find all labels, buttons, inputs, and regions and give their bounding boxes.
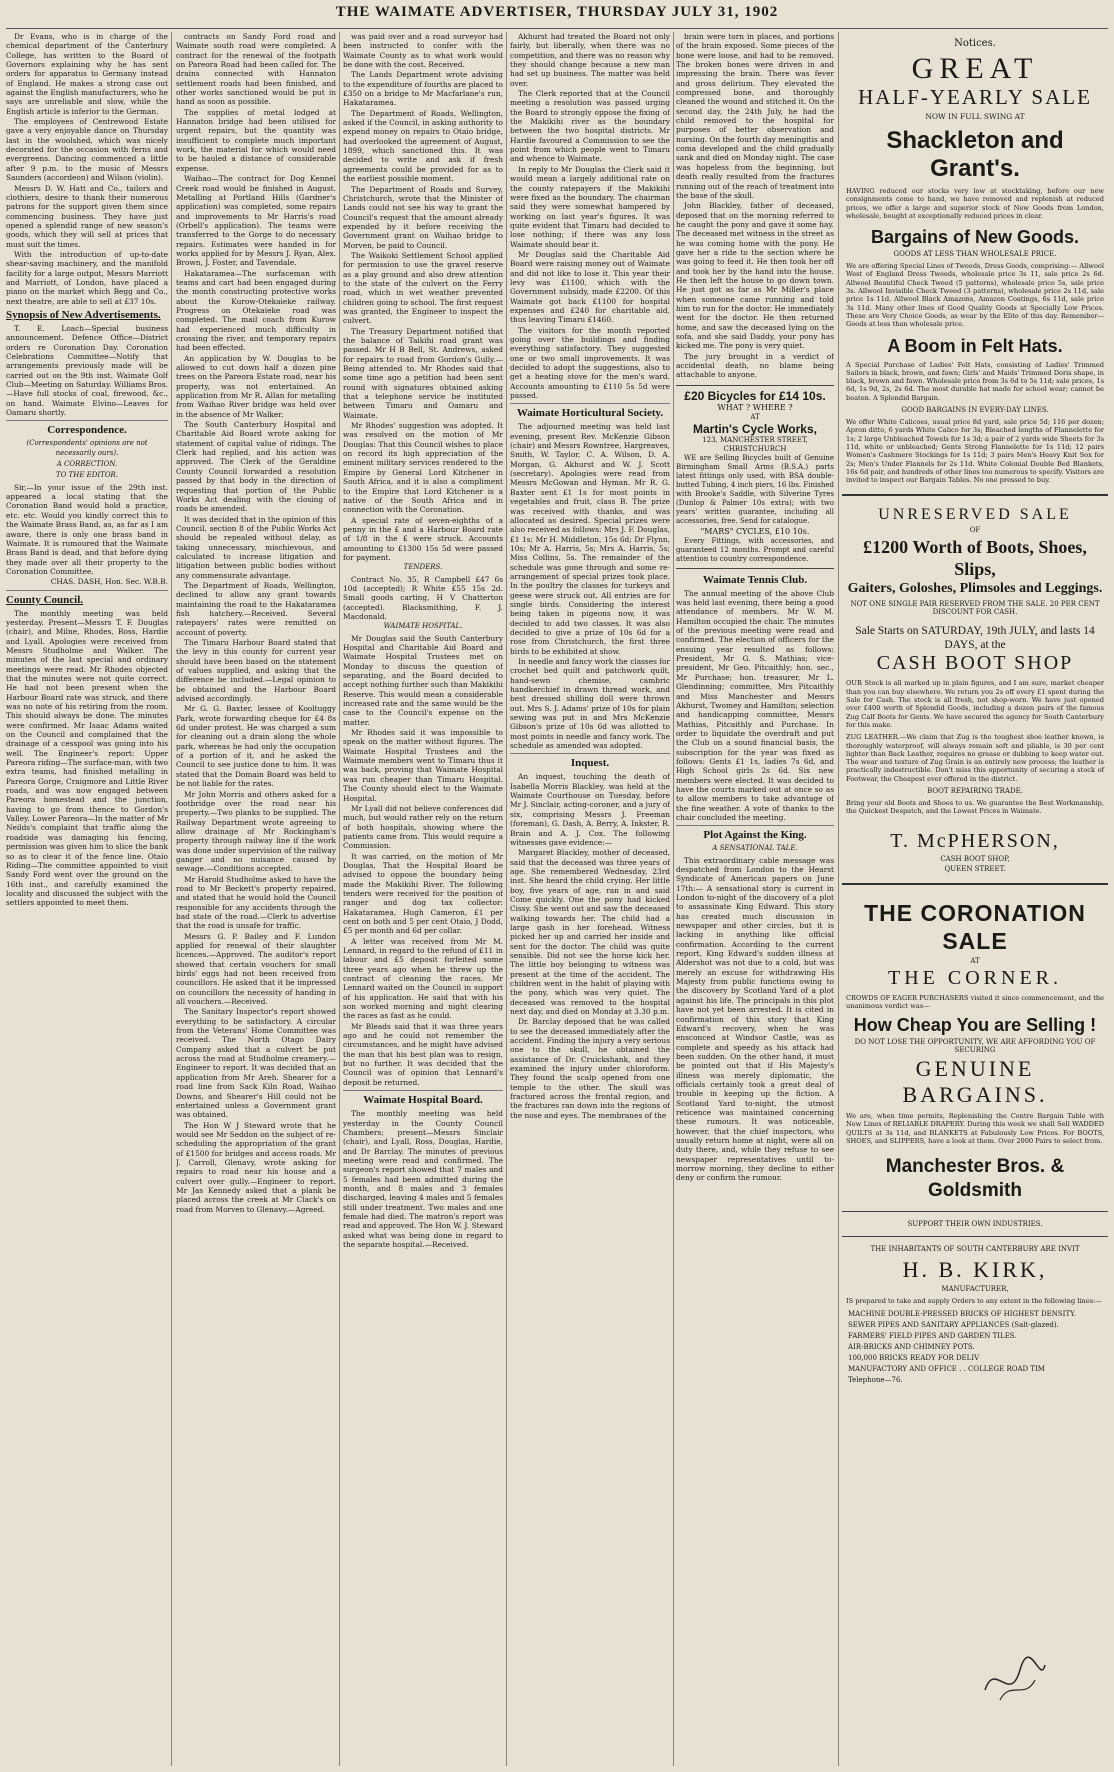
article-paragraph: It was decided that in the opinion of this Council, section 8 of the Public Works Act should be repealed without delay, as taking unnecessary, mischievous, and calculated to increase litigation and litigation between public bodies without any commensurate advantage. xyxy=(176,514,336,580)
article-paragraph: A letter was received from Mr M. Lennard, in regard to the refund of £11 in labour and £5 deposit forfeited some three years ago when he threw up the contract of cleaning the races. Mr Lennard waited on the Council in support of his application. He said that with his son worked morning and night clearing the races as fast as he could. xyxy=(343,936,503,1021)
top-rule xyxy=(6,28,1108,29)
article-paragraph: The Hon W J Steward wrote that he would see Mr Seddon on the subject of re-scheduling the appropriation of the grant of £1500 for bridges and access roads. Mr J. Carroll, Glenavy, wrote asking for repairs to road near his house and a culvert over gully.—Engineer to report. Mr Jas Kennedy asked that a plank be placed across the creek at Mr Clack's on road from Morven to Glenavy.—Agreed. xyxy=(176,1120,336,1214)
ad-product-line: 100,000 BRICKS READY FOR DELIV xyxy=(848,1353,980,1362)
article-paragraph: It was carried, on the motion of Mr Douglas, That the Hospital Board be advised to oppose the boundary being made the Makikihi River. The following tenders were received for the position of ranger and dog tax collector: Hakataramea, Hugh Cameron, £1 per cent on both and 5 per cent Otaio, J Dodd, £5 per month and 6d per collar. xyxy=(343,851,503,936)
ad-half-yearly-sale: HALF-YEARLY SALE xyxy=(858,85,1092,109)
ad-caption: GOODS AT LESS THAN WHOLESALE PRICE. xyxy=(893,250,1057,259)
ad-body: HAVING reduced our stocks very low at stocktaking, before our new consignments come to hand, we have removed and replenish at reduced prices, we offer a large and superior stock of New Goods from London, wholesale, bought at exceptionally reduced prices in clear. xyxy=(846,187,1104,220)
column-2 xyxy=(176,32,336,1766)
section-heading-synopsis: Synopsis of New Advertisements. xyxy=(6,308,161,321)
article-paragraph: Margaret Blackley, mother of deceased, said that the deceased was three years of age. She remembered Wednesday, 23rd inst. She heard the child crying. Her little boy, five years of age, ran in and said Come quickly. One the pony had kicked Cissy. She went out and saw the deceased walking towards her. The child had a large gash in her forehead. Witness picked her up and carried her inside and sent for the doctor. The child was quite sensible. Did not see the horse kick her. The little boy belonging to witness was present at the time of the accident. The children went in the habit of playing with the pony, which was very quiet. The deceased was removed to the hospital next day, and died on Monday at 3.30 p.m. xyxy=(510,848,670,1017)
article-paragraph: The Department of Roads, Wellington, asked if the Council, in asking authority to expend money on repairs to Otaio bridge, had overlooked the agreement of August, 1899, which sanctioned this. It was decided to write and ask if fresh agreements could be provided for as to the earliest possible moment. xyxy=(343,108,503,184)
correspondence-note: (Correspondents' opinions are not necessarily ours). xyxy=(26,439,148,457)
subheading: A SENSATIONAL TALE. xyxy=(712,844,798,853)
advertisement-column xyxy=(842,32,1108,1766)
ad-body: We are offering Special Lines of Tweeds, Dress Goods, comprising:— Allwool West of England Dress Tweeds, wholesale price 3s 11, sale price 2s 6d. Allwool Beautiful Check Tweed (5 patterns), wholesale price 5s, sale price 3s. Allwool Invisible Check Tweed (3 patterns), wholesale price 2s 11d, sale price 1s 11d. Allwool Black Amazons, Amazon Coatings, 6s 11d, sale price 3s 11d. Many other lines of Good Quality Goods at Specially Low Prices. These are Very Choice Goods, as wear by the Elite of this day. Remember—Goods at less than wholesale price. xyxy=(846,262,1104,329)
ad-address: 123, MANCHESTER STREET, CHRISTCHURCH xyxy=(702,435,808,453)
article-paragraph: Dr. Barclay deposed that he was called to see the deceased immediately after the accident. Finding the injury a very serious one to the skull, he obtained the assistance of Dr. Cruickshank, and they examined the injury under chloroform. They found the scalp opened from one temple to the other. The skull was fractured across the frontal region, and the fractures ran down into the regions of the nose and eyes. The membranes of the xyxy=(510,1017,670,1120)
article-paragraph: Mr Bleads said that it was three years ago and he could not remember the circumstances, and he might have advised the man that his best plan was to resign, but no further. It was decided that the Council was of opinion that Lennard's deposit be returned. xyxy=(343,1021,503,1087)
article-paragraph: The employees of Centrewood Estate gave a very enjoyable dance on Thursday last in the woolshed, which was nicely decorated for the occasion with ferns and evergreens. Dancing commenced a little after 9 p.m. to the music of Messrs Saunders (accordeon) and Wilson (violin). xyxy=(6,117,168,183)
article-paragraph: The Waikoki Settlement School applied for permission to use the gravel reserve as a play ground and also drew attention to the state of the culvert on the Ferry road, which in wet weather prevented children going to school. The first request was granted, the Engineer to inspect the culvert. xyxy=(343,250,503,326)
ad-factory-address: MANUFACTORY AND OFFICE . . COLLEGE ROAD TIM xyxy=(848,1364,1045,1373)
ad-product-line: SEWER PIPES AND SANITARY APPLIANCES (Salt-glazed). xyxy=(848,1320,1059,1329)
section-heading-inquest: Inquest. xyxy=(570,757,610,770)
letter-title: A CORRECTION. xyxy=(56,460,118,469)
ad-caption: MANUFACTURER, xyxy=(941,1285,1009,1294)
letter-salutation: TO THE EDITOR. xyxy=(55,471,119,480)
ad-caption: DO NOT LOSE THE OPPORTUNITY, WE ARE AFFORDING YOU OF SECURING xyxy=(854,1038,1096,1055)
article-paragraph: brain were torn in places, and portions of the brain exposed. Some pieces of the bone were loose, and had to be removed. The broken bones were driven in and impressing the brain. There was fever and gross delirium. They elevated the compressed bone, and thoroughly cleaned the wound and stitched it. On the second day, the 24th July, he had the child removed to the hospital for purposes of better observation and nursing. On the fourth day meningitis and coma developed and the child gradually sank and died on Monday night. The case was hopeless from the beginning, but death really resulted from the fractures running out of the reach of treatment into the base of the skull. xyxy=(676,32,834,200)
article-paragraph: Mr Rhodes said it was impossible to speak on the matter without figures. The Waimate Hospital Trustees and the Waimate members went to Timaru thus it was back, proving that Waimate Hospital was run cheaper than Timaru Hospital. The County should elect to the Waimate Hospital. xyxy=(343,728,503,803)
column-divider xyxy=(171,32,172,1766)
article-paragraph: Contract No. 35, R Campbell £47 6s 10d (accepted); R White £55 15s 2d. Small goods carting, H V Chatterton (accepted). Blacksmithing, F. J. Macdonald. xyxy=(343,574,503,621)
article-paragraph: Akhurst had treated the Board not only fairly, but liberally, when there was no competition, and there was no reason why they should change because a new man had set up business. The matter was held over. xyxy=(510,32,670,88)
divider xyxy=(6,420,168,421)
article-paragraph: The Lands Department wrote advising to the expenditure of fourths are placed to £350 on a bridge to Mr Macfarlane's run, Hakataramea. xyxy=(343,70,503,108)
article-paragraph: In reply to Mr Douglas the Clerk said it would mean a largely additional rate on the county ratepayers if the Makikihi were fixed as the boundary. The chairman said they were somewhat hampered by working on last year's figures. It was quite evident that Timaru had decided to lose nothing; if there was any loss Waimate should bear it. xyxy=(510,164,670,249)
ad-coronation-sale: THE CORONATION SALE xyxy=(864,899,1086,954)
article-paragraph: The supplies of metal lodged at Hannaton bridge had been utilised for urgent repairs, but the quantity was insufficient to complete much important work, the material for which would need to be hauled a distance of considerable expense. xyxy=(176,107,336,173)
article-paragraph: The visitors for the month reported going over the buildings and finding everything satisfactory. They suggested one or two small improvements. It was decided to adopt the suggestions, also to get a heating stove for the men's ward. Accounts amounting to £110 5s 5d were passed. xyxy=(510,325,670,401)
ad-product-line: MACHINE DOUBLE-PRESSED BRICKS OF HIGHEST DENSITY. xyxy=(848,1309,1077,1318)
article-paragraph: The monthly meeting was held yesterday. Present—Messrs T. F. Douglas (chair), and Milne, Rhodes, Ross, Hardie and Lyall. Apologies were received from Messrs Studholme and Walker. The minutes of the last special and ordinary meetings were read. Mr Rhodes objected that the minutes were not quite correct. He had not been present when the Harbour Board rate was struck, and there was no note of his retiring from the room. This should always be done. The minutes were confirmed. Mr Isaac Adams waited on the Council and complained that the drainage of a cesspool was going into his well. The Engineer's report: Upper Pareora riding—The surface-man, with two extra teams, had finished metalling in Pareora Gorge, Craigmore and Little River roads, and was now engaged between Pareora homestead and the junction, having to go from thence to Gordon's Valley. Lower Pareora—In the matter of Mr Neilds's complaint that traffic along the roadside was damaging his fencing, permission was given him to slice the bank so as to clear it of the fence line. Otaio Riding—The committee appointed to visit Sandy Ford went over the ground on the 16th inst., and carefully examined the locality and discussed the subject with the settlers appointed to meet them. xyxy=(6,608,168,908)
masthead: THE WAIMATE ADVERTISER, THURSDAY JULY 31, 1902 xyxy=(335,4,779,20)
ad-cash-boot-shop: CASH BOOT SHOP xyxy=(876,652,1074,675)
ad-unreserved-sale: UNRESERVED SALE xyxy=(878,506,1072,524)
letter-body: Sir,—In your issue of the 29th inst. appeared a local stating that the Coronation Band would hold a practice, etc. etc. Would you kindly correct this to the Waimate Brass Band, as, as far as I am aware, there is only one brass band in Waimate. It is rumoured that the Waimate Brass Band is dead, and that before dying they made over all their property to the Coronation Committee. xyxy=(6,482,168,576)
synopsis-text: T. E. Loach—Special business announcement. Defence Office—District orders re Coronation Day. Coronation Celebrations Committee—Notify that arrangements previously made will be carried out on the 9th inst. Waimate Golf Club—Meeting on Saturday. Williams Bros.—Have full stocks of coal, firewood, &c., on hand. Waimate Elvino—Leaves for Oamaru shortly. xyxy=(6,323,168,418)
article-paragraph: Mr Douglas said the South Canterbury Hospital and Charitable Aid Board and Waimate Hospital Trustees met on Monday to discuss the question of separating, and the Board decided to accept nothing further such than Makikihi Reserve. This would mean a considerable increased rate and the same would be the case to the Council's expense on the matter. xyxy=(343,633,503,727)
ad-body: We offer White Calicoes, usual price 8d yard, sale price 5d; 116 per dozen; Apron ditto, 6 yards White Calico for 3s; Bleached lengths of Flannelette for 1s; 2 large Unbleached Towels for 1s 3d; a pair of 2 yards wide Sheets for 3s 11d, white or unbleached; Gents Strong Flannelette for 1s 11d; 12 pairs Women's Cashmere Stockings for 1s 11d; 3 pairs Men's Heavy Knit Sox for 2s; Men's Under Flannels for 2s 11d. White Colonial Double Bed Blankets, 16s 6d pair, and hundreds of other lines too numerous to specify. Visitors are invited to inspect our Bargain Tables. No one pressed to buy. xyxy=(846,418,1105,485)
column-divider xyxy=(673,32,674,1766)
ad-body: Every Fittings, with accessories, and guaranteed 12 months. Prompt and careful attention to country correspondence. xyxy=(676,536,834,563)
ad-product-line: AIR-BRICKS AND CHIMNEY POTS. xyxy=(848,1342,975,1351)
bicycle-advertisement xyxy=(676,385,834,569)
letter-signature: CHAS. DASH, Hon. Sec. W.B.B. xyxy=(50,577,168,587)
article-paragraph: The Sanitary Inspector's report showed everything to be satisfactory. A circular from the Veterans' Home Committee was received. The North Otago Dairy Company asked that a culvert be put across the road at Studholme creamery.—Engineer to report. It was decided that an application from Mr Areh. Shearer for a road line from Sack Kiln Road, Waihao Downs, and Shearer's Hill could not be entertained unless a Government grant was obtained. xyxy=(176,1007,336,1120)
article-paragraph: contracts on Sandy Ford road and Waimate south road were completed. A contract for the renewal of the footpath on Pareora Road had been called for. The drains connected with Hannaton settlement roads had been finished, and other works sanctioned would be put in hand as soon as possible. xyxy=(176,32,336,107)
ad-caption: GOOD BARGAINS IN EVERY-DAY LINES. xyxy=(901,406,1049,415)
article-paragraph: This extraordinary cable message was despatched from London to the Hearst Syndicate of American papers on June 17th:— A sensational story is current in London to-night of the discovery of a plot to assassinate King Edward. This story has created much discussion in newspaper and other circles, but it is lacking in anything like official confirmation. According to the current report, King Edward's sudden illness at Aldershot was not due to a cold, but was merely an excuse for withdrawing His Majesty from public functions owing to the discovery by Scotland Yard of a plot against his life. The principals in this plot have not yet been arrested. It is cited in confirmation of this story that King Edward's recovery, when he was ensconced at Windsor Castle, was as complete and speedy as his attack had been sudden. On the other hand, it must be pointed out that if His Majesty's illness was merely diplomatic, the officials certainly took a great deal of trouble in keeping up the fiction. A Scotland Yard to-night, the utmost reticence was maintained concerning these rumours. It was noticeable, however, that the chief inspectors, who usually return home at night, were all on duty there, and, while they refuse to see newspaper representatives until to-morrow morning, they decline to either deny or confirm the rumour. xyxy=(676,855,834,1183)
ad-separator xyxy=(842,883,1108,885)
ad-body: Bring your old Boots and Shoes to us. We guarantee the Best Workmanship, the Quickest Despatch, and the Lowest Prices in Waimate. xyxy=(846,798,1104,816)
section-heading-tennis: Waimate Tennis Club. xyxy=(702,573,808,586)
article-paragraph: Messrs G. P. Bailey and F. Lundon applied for renewal of their slaughter licences.—Approved. The auditor's report showed that certain vouchers for small birds' eggs had not been received from councillors. He asked that it be impressed on councillors the necessity of handing in all vouchers.—Received. xyxy=(176,931,336,1007)
ad-question: WHAT ? WHERE ? xyxy=(717,402,793,412)
article-paragraph: John Blackley, father of deceased, deposed that on the morning referred to he caught the pony and gave it some hay. The deceased met witness in the street as he was coming home with the pony. He gave her a ride to the section where he was going to feed it. He then took her off and took her by the hand into the house. He then left the house to go down town. He just got as far as Mr Miller's place when someone came running and told him to run for the doctor. He immediately went for the doctor. He then returned home, and saw the deceased lying on the sofa, and she said Daddy, your pony has kicked me. The pony is very quiet. xyxy=(676,201,834,351)
article-paragraph: Mr John Morris and others asked for a footbridge over the road near his property.—Two planks to be supplied. The Railway Department wrote agreeing to allow drainage of Mr Rockingham's property through railway line if the work was done under supervision of the railway ganger and no nuisance caused by sewage.—Conditions accepted. xyxy=(176,789,336,874)
ad-body: CROWDS OF EAGER PURCHASERS visited it since commencement, and the unanimous verdict was— xyxy=(846,993,1104,1010)
article-paragraph: Mr Rhodes' suggestion was adopted. It was resolved on the motion of Mr Douglas: That this Council wishes to place on record its high appreciation of the eminent military services rendered to the Empire by General Lord Kitchener in South Africa, and it is also a compliment to the Empire that Lord Kitchener is a native of the South Africa and in connection with the Coronation. xyxy=(343,421,503,515)
article-paragraph: The Treasury Department notified that the balance of Taikihi road grant was passed. Mr H B Bell, St. Andrews, asked for repairs to road from Gordon's Gully.—Being attended to. Mr Rhodes said that some time ago a petition had been sent round with signatures obtained asking that a telephone service be instituted between Timaru and Oamaru and Waimate. xyxy=(343,326,503,420)
column-1 xyxy=(6,32,168,1766)
ad-business-name: Martin's Cycle Works, xyxy=(692,421,817,436)
ad-great: GREAT xyxy=(911,52,1039,85)
ad-subheadline: "MARS" CYCLES, £10 10s. xyxy=(700,526,810,536)
article-paragraph: Dr Evans, who is in charge of the chemical department of the Canterbury College, has written to the Board of Governors explaining why he has sent orders for apparatus to Germany instead of England. He makes a strong case out against the English manufacturers, who he says are unreliable and slow, while the English article is inferior to the German. xyxy=(6,32,168,116)
column-3 xyxy=(343,32,503,1766)
ad-body: OUR Stock is all marked up in plain figures, and I am sure, market cheaper than you can buy elsewhere. We return you 2s off every £1 spent during the Sale for Cash. The stock is all fresh, not shop-worn. We have just opened over £400 worth of Splendid Goods, including a dozen pairs of the famous Zug Calf Boots for Gents. We have secured the agency for South Canterbury for this make. xyxy=(846,679,1104,729)
article-paragraph: An inquest, touching the death of Isabella Morris Blackley, was held at the Waimate Courthouse on Tuesday, before Mr J. Sinclair, acting-coroner, and a jury of six, comprising Messrs J. Freeman (foreman), G. Dash, A. Berry, A. Inkster, R. Brain and A. J. Cox. The following witnesses gave evidence:— xyxy=(510,772,670,847)
ad-product-line: FARMERS' FIELD PIPES AND GARDEN TILES. xyxy=(848,1331,1017,1340)
ad-caption: BOOT REPAIRING TRADE. xyxy=(927,786,1023,795)
article-paragraph: The Timaru Harbour Board stated that the levy in this county for current year should have been based on the statement of values supplied, and asking that the difference be included.—Legal opinion to be obtained and the Harbour Board advised accordingly. xyxy=(176,638,336,704)
article-paragraph: With the introduction of up-to-date shear-saving machinery, and the manifold facility for a large output, Messrs Marriott and Marriott, of London, have placed a piano on the market which Begg and Co., next theatre, are able to sell at £37 10s. xyxy=(6,249,168,306)
article-paragraph: Mr Harold Studholme asked to have the road to Mr Beckett's property repaired, and stated that he would hold the Council responsible for any accidents through the bad state of the road.—Clerk to advertise that the road is unsafe for traffic. xyxy=(176,874,336,931)
ad-body: We are, when time permits, Replenishing the Centre Bargain Table with New Lines of RELIABLE DRAPERY. During this week we shall Sell WADDED QUILTS at 3s 11d, and BLANKETS at Fabulously Low Prices. For BOOTS, SHOES, and SLIPPERS, have a look at them. Over 2000 Pairs to select from. xyxy=(846,1112,1104,1146)
article-paragraph: The jury brought in a verdict of accidental death, no blame being attachable to anyone. xyxy=(676,351,834,380)
divider xyxy=(510,403,670,404)
section-heading-county-council: County Council. xyxy=(6,593,84,606)
article-paragraph: Waihao—The contract for Dog Kennel Creek road would be finished in August. Metalling at Portland Hills (Gardner's application) was completed, some repairs and improvements to Mr Harris's road (Orbell's application). The teams were transferred to the Gorge to do necessary repairs. Estimates were handed in for works applied for by Messrs J. Ryan, Alex. Brown, J. Foster, and Tavendale. xyxy=(176,174,336,268)
divider xyxy=(676,825,834,826)
subheading-tenders: TENDERS. xyxy=(403,563,443,572)
article-paragraph: In needle and fancy work the classes for crochet bed quilt and patchwork quilt, hand-sewn chemise, cambric handkerchief in drawn thread work, and best dressed shilling doll were thrown out. Mrs S. J. Adams' prize of 10s for plain sewing was put in and Mrs McKenzie Gibson's prize of 10s 6d was allotted to most points in needle and fancy work. The schedule as amended was adopted. xyxy=(510,657,670,751)
ad-body: WE are Selling Bicycles built of Genuine Birmingham Small Arms (B.S.A.) parts latest fittings only used, with BSA double-butted Tubing, 4 inch piers, 16 lbs. Finished with Brooke's Saddle, with Silverine Tyres (Dunlop & Palmer 10s extra); with two years' written guarantee, including all accessories, free. Send for catalogue. xyxy=(676,453,834,525)
ad-separator xyxy=(842,1236,1108,1237)
ad-body: IS prepared to take and supply Orders to any extent in the following lines:— xyxy=(846,1297,1102,1306)
ad-separator xyxy=(842,494,1108,496)
ad-gaiters-line: Gaiters, Goloshes, Plimsoles and Leggings. xyxy=(847,581,1103,597)
column-divider xyxy=(339,32,340,1766)
ad-caption: QUEEN STREET. xyxy=(944,864,1006,873)
ad-bargains-heading: Bargains of New Goods. xyxy=(870,227,1080,248)
divider xyxy=(6,590,168,591)
article-paragraph: A special rate of seven-eighths of a penny in the £ and a Harbour Board rate of 1/8 in the £ were struck. Accounts amounting to £1300 15s 5d were passed for payment. xyxy=(343,515,503,562)
ad-shackleton-grant: Shackleton and Grant's. xyxy=(886,127,1064,182)
divider xyxy=(343,1090,503,1091)
ad-manchester-bros: Manchester Bros. & Goldsmith xyxy=(885,1156,1065,1202)
ad-caption: NOT ONE SINGLE PAIR RESERVED FROM THE SALE. 20 PER CENT DISCOUNT FOR CASH. xyxy=(850,600,1100,617)
ad-headline: £20 Bicycles for £14 10s. xyxy=(684,388,826,403)
ad-of: OF xyxy=(969,526,981,535)
ad-mcpherson: T. McPHERSON, xyxy=(890,829,1060,852)
ad-now: NOW IN FULL SWING AT xyxy=(925,112,1025,121)
ad-felt-hats-heading: A Boom in Felt Hats. xyxy=(887,335,1063,356)
section-heading-horticultural: Waimate Horticultural Society. xyxy=(516,407,664,420)
article-paragraph: The Department of Roads and Survey, Christchurch, wrote that the Minister of Lands could not see his way to grant the Council's request that the amount already expended by it before receiving the Government grant on Waihao bridge to Morven, be paid to Council. xyxy=(343,184,503,250)
article-paragraph: The monthly meeting was held yesterday in the County Council Chambers; present—Messrs Sinclair (chair), and Lyall, Ross, Douglas, Hardie, and Dr Barclay. The minutes of previous meeting were read and confirmed. The surgeon's report showed that 7 males and 5 females had been admitted during the month, and 8 males and 3 females discharged, leaving 4 males and 5 females still under treatment. Two males and one female had died. The matron's report was read and approved. The Hon W. J. Steward asked what was being done in regard to the separate hospital.—Received. xyxy=(343,1109,503,1249)
ad-genuine-bargains: GENUINE BARGAINS. xyxy=(902,1056,1048,1108)
article-paragraph: An application by W. Douglas to be allowed to cut down half a dozen pine trees on the Pareora Estate road, near his property, was not entertained. An application from Mr R. Allan for metalling from Waihao River bridge was held over in the absence of Mr Walker. xyxy=(176,353,336,419)
column-divider xyxy=(838,32,839,1766)
article-paragraph: The South Canterbury Hospital and Charitable Aid Board wrote asking for statement of capital value of ridings. The Clerk had replied, and his action was approved. The Clerk of the Geraldine County Council forwarded a resolution passed by that body in the direction of requesting that portion of the Public Works Act dealing with the closing of roads be amended. xyxy=(176,420,336,514)
notices-heading: Notices. xyxy=(954,38,996,49)
column-4 xyxy=(510,32,670,1766)
divider xyxy=(510,753,670,754)
article-paragraph: The annual meeting of the above Club was held last evening, there being a good attendance of members. Mr W. M. Hamilton occupied the chair. The minutes of the previous meeting were read and confirmed. The election of officers for the ensuing year resulted as follows: President, Mr G. S. Mathias; vice-president, Mr Geo. Pitcaithly; hon. sec., Mr Purchase; hon. treasurer, Mr L. Glendinning; committee, Mrs Pitcaithly and Miss Manchester and Messrs Akhurst, Twomey and Hamilton; selection and handicapping committee, Messrs Mathias, Pitcaithly and Purchase. In order to liquidate the overdraft and put the Club on a sound financial basis, the subscription for the year was fixed as follows: Gents £1 1s, ladies 7s 6d, and High School girls 2s 6d. Six new members were elected. It was decided to have the courts marked out at once so as to allow members to take advantage of the fine weather. A vote of thanks to the chair concluded the meeting. xyxy=(676,588,834,822)
ad-caption: SUPPORT THEIR OWN INDUSTRIES. xyxy=(907,1220,1043,1229)
ad-separator xyxy=(842,1211,1108,1212)
article-paragraph: Mr Lyall did not believe conferences did much, but would rather rely on the return of both hospitals, showing where the patients came from. This would require a Commission. xyxy=(343,803,503,851)
subheading-waimate-hospital: WAIMATE HOSPITAL. xyxy=(383,622,463,631)
article-paragraph: was paid over and a road surveyor had been instructed to confer with the Waimate County as to what work would be done with the cost. Received. xyxy=(343,32,503,70)
ad-how-cheap: How Cheap You are Selling ! xyxy=(853,1015,1097,1036)
ad-caption: THE INHABITANTS OF SOUTH CANTERBURY ARE INVIT xyxy=(870,1245,1080,1254)
ad-body: A Special Purchase of Ladies' Felt Hats, consisting of Ladies' Trimmed Sailors in black, brown, and fawn; Girls' and Maids' Trimmed Doris shape, in black, brown and fawn. Wholesale price from 3s 6d to 5s 11d; sale prices, 1s 6d, 1s 9d, 2s, 2s 6d. The most durable hat made for school wear; cannot be beaten. A Splendid Bargain. xyxy=(846,360,1104,402)
ad-the-corner: THE CORNER. xyxy=(888,966,1062,989)
article-paragraph: Mr G. G. Baxter, lessee of Kooltuggy Park, wrote forwarding cheque for £4 8s 6d under protest. He was charged a sum for cleaning out a drain along the whole park, whereas he had only the occupation of a portion of it, and he asked the Council to see justice done to him. It was stated that the Domain Board was held to be not liable for the rates. xyxy=(176,704,336,789)
section-heading-hospital-board: Waimate Hospital Board. xyxy=(363,1094,483,1107)
article-paragraph: The Department of Roads, Wellington, declined to allow any grant towards maintaining the road to the Hakataramea fish hatchery.—Received. Several ratepayers' rates were remitted on account of poverty. xyxy=(176,580,336,637)
ad-body: ZUG LEATHER.—We claim that Zug is the toughest shoe leather known, is thoroughly waterproof, will always remain soft and pliable, is 30 per cent lighter than Back Leather, requires no grease or dubbing to keep water out. The wear and texture of Zug Grain is an entirely new process; the leather is practically indestructible. Don't miss this opportunity of securing a stock of Footwear, the Cheapest ever offered in the district. xyxy=(846,733,1104,783)
article-paragraph: Mr Douglas said the Charitable Aid Board were raising money out of Waimate and did not like to lose it. This year their levy was £1100, which with the Government subsidy, made £2200. Of this Waimate got back £1100 for hospital expenses and £240 for charitable aid, thus leaving Timaru £1460. xyxy=(510,249,670,325)
column-divider xyxy=(506,32,507,1766)
ad-at: AT xyxy=(750,412,760,421)
section-heading-correspondence: Correspondence. xyxy=(47,424,127,437)
handwritten-mark xyxy=(980,1650,1050,1710)
article-paragraph: Hakataramea—The surfaceman with teams and cart had been engaged during the month constructing protective works about the Kurow-Otekaieke railway. Progress on Otekaieke road was completed. The mail coach from Kurow had experienced much difficulty in crossing the river, and temporary repairs had been effected. xyxy=(176,268,336,353)
column-5 xyxy=(676,32,834,1766)
ad-hb-kirk: H. B. KIRK, xyxy=(902,1257,1048,1283)
ad-sale-dates: Sale Starts on SATURDAY, 19th JULY, and lasts 14 DAYS, at the xyxy=(855,625,1095,652)
section-heading-plot: Plot Against the King. xyxy=(703,829,807,842)
ad-at: AT xyxy=(970,956,980,965)
ad-telephone: Telephone—76. xyxy=(848,1375,903,1384)
ad-caption: CASH BOOT SHOP, xyxy=(940,854,1010,863)
article-paragraph: The Clerk reported that at the Council meeting a resolution was passed urging the Board to strongly oppose the fixing of the Makikihi river as the boundary between the two hospital districts. Mr Hardie favoured a Commission to see the point from which people went to Timaru and whence to Waimate. xyxy=(510,89,670,164)
ad-boots-headline: £1200 Worth of Boots, Shoes, Slips, xyxy=(863,537,1087,580)
article-paragraph: The adjourned meeting was held last evening, present Rev. McKenzie Gibson (chair) and Messrs Rowntree, Hargreaves, Smith, W. Taylor, C. A. Wilson, D. A. Morgan, G. Akhurst and W. J. Scott (secretary). Apologies were read from Messrs McGowan and Hyman. Mr R. G. Baxter sent £1 1s for most points in vegetables and fruit, class B. The prize was received with thanks, and was allocated as desired. Special prizes were also received as follows: Mrs J. F. Douglas, £1 1s; Mr H. Middleton, 15s 6d; Dr Flynn, 10s; Mr A. Harris, 5s; Mrs A. Harris, 5s; Miss Collins, 5s. The remainder of the schedule was gone through and some re-arrangement of special prizes took place. In the poultry the classes for turkeys and geese were struck out. All entries are for single birds. Considering the interest being taken in pigeons now, it was decided to add two classes. It was also decided to give a prize of 10s 6d for a rose from Christchurch, the first three birds to be exhibited at show. xyxy=(510,422,670,656)
article-paragraph: Messrs D. W. Hatt and Co., tailors and clothiers, desire to thank their numerous patrons for the support given them since commencing business. They have just opened a splendid range of new season's goods, which they will sell at prices that must suit the times. xyxy=(6,183,168,249)
